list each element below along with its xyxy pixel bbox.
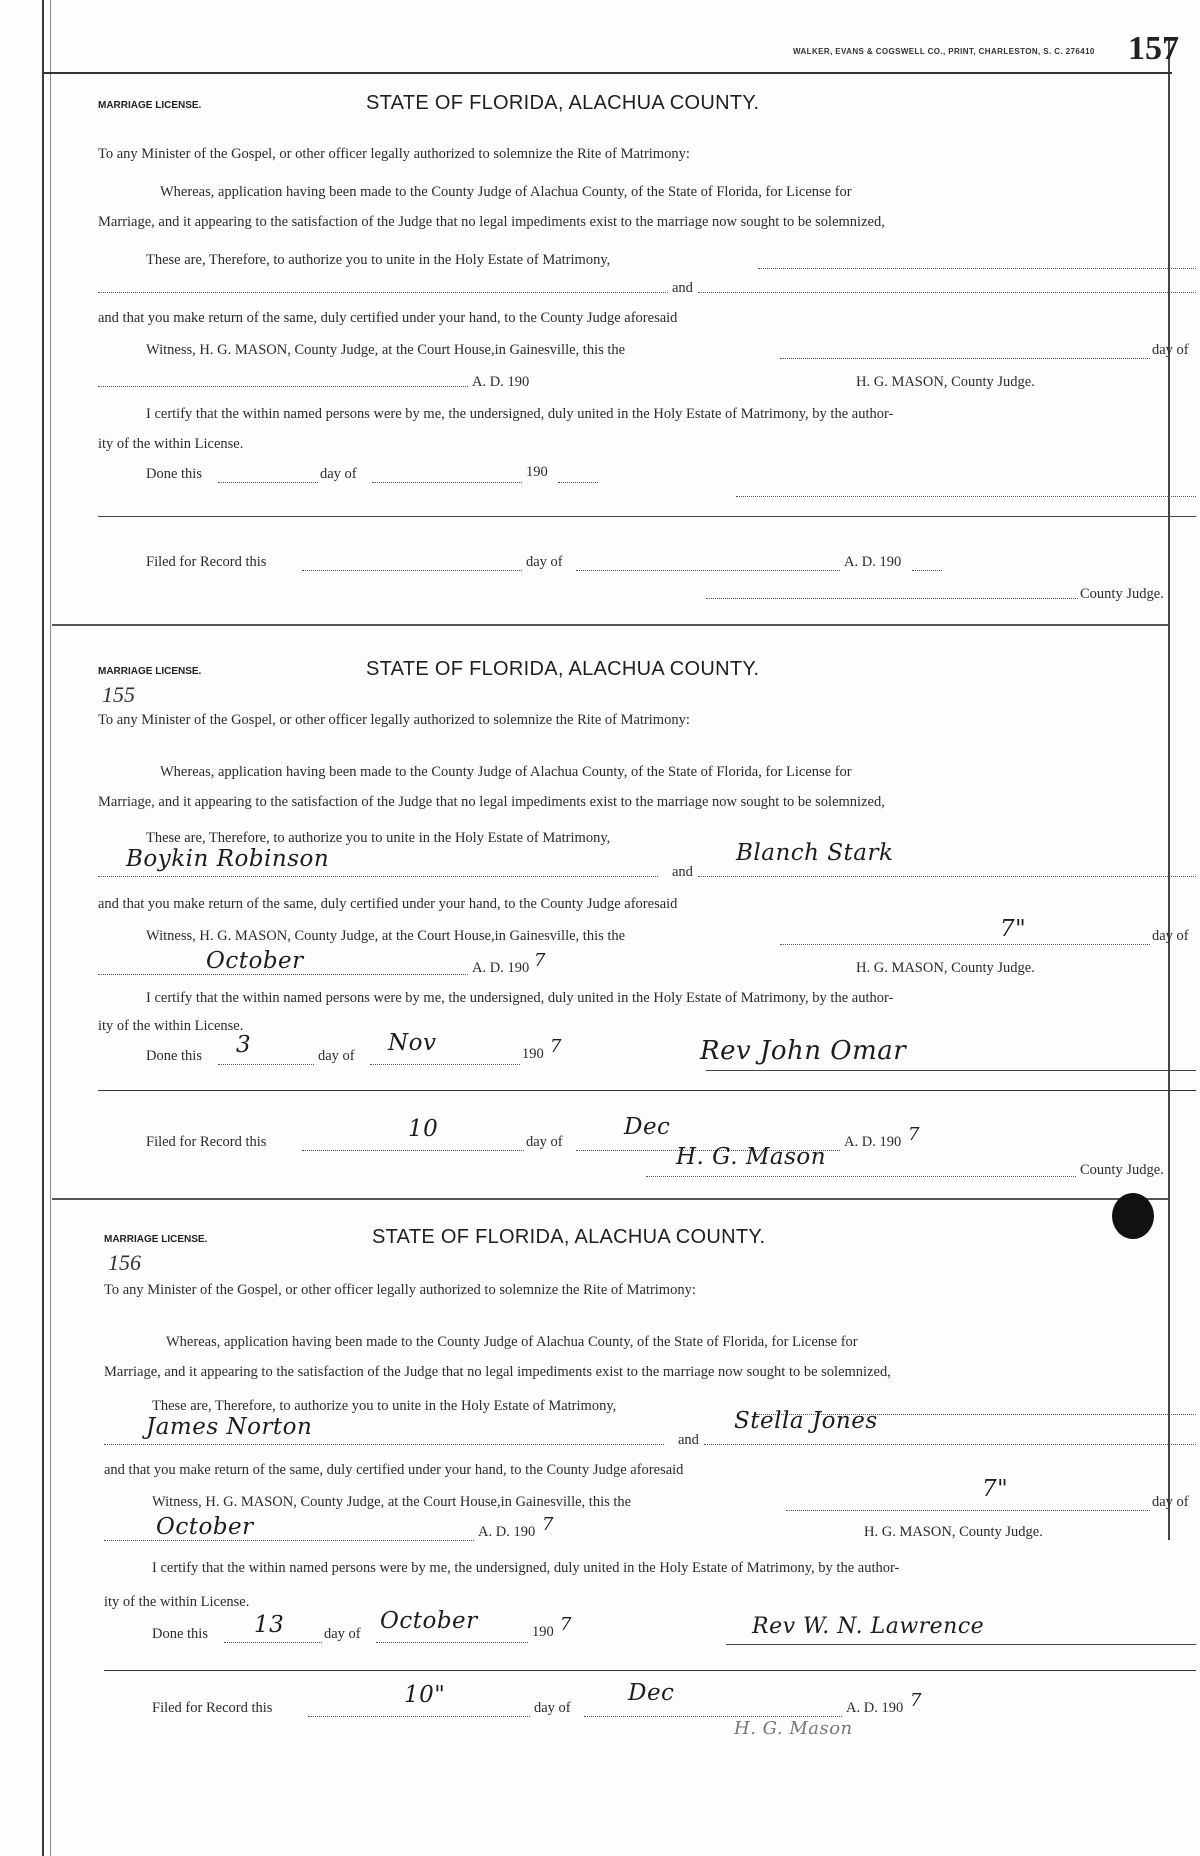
done-day: 13 <box>254 1612 285 1638</box>
return-line: and that you make return of the same, duly certified under your hand, to the County Judge aforesaid <box>98 310 678 326</box>
whereas-line-2: Marriage, and it appearing to the satisfaction of the Judge that no legal impediments exist to the marriage now sought to be solemnized, <box>98 214 885 230</box>
done-month: Nov <box>388 1030 437 1056</box>
day-of-label: day of <box>1152 1494 1189 1510</box>
form-title: STATE OF FLORIDA, ALACHUA COUNTY. <box>372 1226 766 1248</box>
ad-label: A. D. 190 <box>472 960 530 976</box>
binding-line <box>50 0 51 1856</box>
filed-ad: A. D. 190 <box>846 1700 904 1716</box>
filed-month: Dec <box>624 1114 671 1140</box>
done-year-digit: 7 <box>560 1614 572 1635</box>
done-day-of: day of <box>320 466 357 482</box>
filed-day-of: day of <box>526 554 563 570</box>
marriage-license-1 <box>86 84 1189 684</box>
done-label: Done this <box>152 1626 208 1642</box>
filed-year-digit: 7 <box>910 1690 922 1711</box>
certify-line-2: ity of the within License. <box>98 1018 244 1034</box>
these-are-line: These are, Therefore, to authorize you to unite in the Holy Estate of Matrimony, <box>146 252 611 268</box>
filed-day: 10" <box>404 1682 446 1708</box>
filed-day-of: day of <box>526 1134 563 1150</box>
witness-line: Witness, H. G. MASON, County Judge, at the Court House,in Gainesville, this the <box>146 928 626 944</box>
day-of-label: day of <box>1152 928 1189 944</box>
ad-label: A. D. 190 <box>478 1524 536 1540</box>
officiant-signature: Rev W. N. Lawrence <box>752 1614 985 1639</box>
binding-line <box>42 0 44 1856</box>
filed-label: Filed for Record this <box>152 1700 273 1716</box>
address-line: To any Minister of the Gospel, or other officer legally authorized to solemnize the Rite of Matrimony: <box>98 146 690 162</box>
bride-name: Stella Jones <box>734 1408 878 1434</box>
and-word: and <box>672 864 693 880</box>
county-judge-label: County Judge. <box>1080 586 1164 602</box>
whereas-line-2: Marriage, and it appearing to the satisfaction of the Judge that no legal impediments exist to the marriage now sought to be solemnized, <box>104 1364 891 1380</box>
whereas-line-2: Marriage, and it appearing to the satisfaction of the Judge that no legal impediments exist to the marriage now sought to be solemnized, <box>98 794 885 810</box>
judge-signature-print: H. G. MASON, County Judge. <box>856 960 1035 976</box>
county-judge-label: County Judge. <box>1080 1162 1164 1178</box>
issue-month: October <box>156 1514 254 1540</box>
done-label: Done this <box>146 466 202 482</box>
done-label: Done this <box>146 1048 202 1064</box>
marriage-license-2 <box>86 650 1189 1250</box>
done-year-label: 190 <box>532 1624 554 1640</box>
marriage-license-3 <box>86 1218 1189 1818</box>
issue-day: 7" <box>1000 916 1027 942</box>
filed-ad: A. D. 190 <box>844 554 902 570</box>
section-divider <box>52 1198 1168 1200</box>
judge-handwritten-signature: H. G. Mason <box>734 1718 853 1739</box>
issue-day: 7" <box>982 1476 1009 1502</box>
record-number: 156 <box>108 1250 141 1275</box>
certify-line-1: I certify that the within named persons were by me, the undersigned, duly united in the Holy Estate of Matrimony, by the author- <box>146 406 894 422</box>
ink-blot <box>1112 1193 1154 1239</box>
judge-signature-print: H. G. MASON, County Judge. <box>864 1524 1043 1540</box>
address-line: To any Minister of the Gospel, or other officer legally authorized to solemnize the Rite of Matrimony: <box>98 712 690 728</box>
done-year-digit: 7 <box>550 1036 562 1057</box>
judge-signature-print: H. G. MASON, County Judge. <box>856 374 1035 390</box>
filed-label: Filed for Record this <box>146 554 267 570</box>
done-day: 3 <box>236 1032 252 1058</box>
judge-handwritten-signature: H. G. Mason <box>676 1144 827 1170</box>
these-are-line: These are, Therefore, to authorize you to unite in the Holy Estate of Matrimony, <box>152 1398 617 1414</box>
issue-year-digit: 7 <box>542 1514 554 1535</box>
top-rule <box>42 72 1172 74</box>
filed-day-of: day of <box>534 1700 571 1716</box>
filed-day: 10 <box>408 1116 439 1142</box>
done-year-label: 190 <box>526 464 548 480</box>
done-month: October <box>380 1608 478 1634</box>
witness-line: Witness, H. G. MASON, County Judge, at the Court House,in Gainesville, this the <box>152 1494 632 1510</box>
officiant-signature: Rev John Omar <box>700 1036 907 1066</box>
record-number: 155 <box>102 682 135 707</box>
form-title: STATE OF FLORIDA, ALACHUA COUNTY. <box>366 92 760 114</box>
whereas-line-1: Whereas, application having been made to the County Judge of Alachua County, of the State of Florida, for License for <box>160 184 852 200</box>
filed-year-digit: 7 <box>908 1124 920 1145</box>
certify-line-2: ity of the within License. <box>98 436 244 452</box>
form-title: STATE OF FLORIDA, ALACHUA COUNTY. <box>366 658 760 680</box>
day-of-label: day of <box>1152 342 1189 358</box>
section-divider <box>52 624 1168 626</box>
filed-label: Filed for Record this <box>146 1134 267 1150</box>
form-label: MARRIAGE LICENSE. <box>104 1234 208 1245</box>
and-word: and <box>672 280 693 296</box>
done-year-label: 190 <box>522 1046 544 1062</box>
witness-line: Witness, H. G. MASON, County Judge, at the Court House,in Gainesville, this the <box>146 342 626 358</box>
these-are-line: These are, Therefore, to authorize you to unite in the Holy Estate of Matrimony, <box>146 830 611 846</box>
filed-month: Dec <box>628 1680 675 1706</box>
ad-label: A. D. 190 <box>472 374 530 390</box>
whereas-line-1: Whereas, application having been made to the County Judge of Alachua County, of the State of Florida, for License for <box>160 764 852 780</box>
certify-line-1: I certify that the within named persons were by me, the undersigned, duly united in the Holy Estate of Matrimony, by the author- <box>152 1560 900 1576</box>
issue-year-digit: 7 <box>534 950 546 971</box>
done-day-of: day of <box>318 1048 355 1064</box>
printer-imprint: WALKER, EVANS & COGSWELL CO., PRINT, CHARLESTON, S. C. 276410 <box>793 47 1095 56</box>
issue-month: October <box>206 948 304 974</box>
margin-line <box>1168 40 1170 1540</box>
certify-line-2: ity of the within License. <box>104 1594 250 1610</box>
whereas-line-1: Whereas, application having been made to the County Judge of Alachua County, of the State of Florida, for License for <box>166 1334 858 1350</box>
done-day-of: day of <box>324 1626 361 1642</box>
filed-ad: A. D. 190 <box>844 1134 902 1150</box>
return-line: and that you make return of the same, duly certified under your hand, to the County Judge aforesaid <box>98 896 678 912</box>
return-line: and that you make return of the same, duly certified under your hand, to the County Judge aforesaid <box>104 1462 684 1478</box>
groom-name: Boykin Robinson <box>126 846 330 872</box>
address-line: To any Minister of the Gospel, or other officer legally authorized to solemnize the Rite of Matrimony: <box>104 1282 696 1298</box>
form-label: MARRIAGE LICENSE. <box>98 100 202 111</box>
certify-line-1: I certify that the within named persons were by me, the undersigned, duly united in the Holy Estate of Matrimony, by the author- <box>146 990 894 1006</box>
groom-name: James Norton <box>146 1414 313 1440</box>
and-word: and <box>678 1432 699 1448</box>
form-label: MARRIAGE LICENSE. <box>98 666 202 677</box>
page-number: 157 <box>1128 30 1179 67</box>
bride-name: Blanch Stark <box>736 840 894 866</box>
